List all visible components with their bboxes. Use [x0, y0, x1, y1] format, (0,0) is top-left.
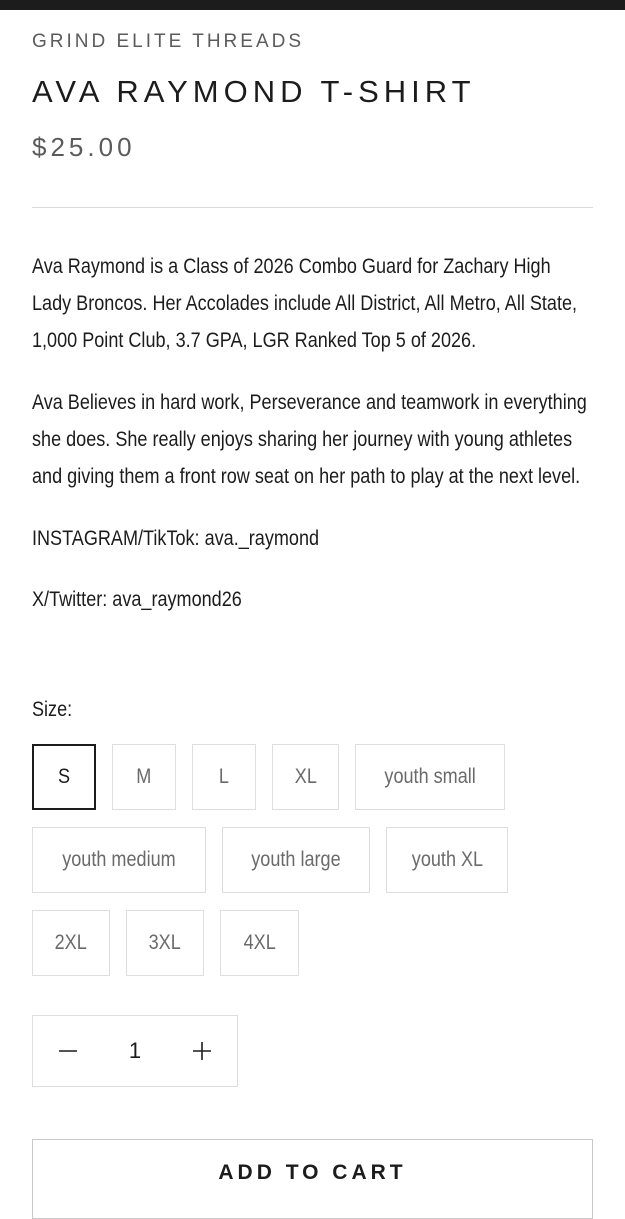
size-option-youth-medium[interactable]: youth medium [32, 827, 206, 893]
size-option-m[interactable]: M [112, 744, 176, 810]
product-description [32, 248, 593, 642]
product-title: AVA RAYMOND T-SHIRT [32, 74, 476, 109]
size-option-2xl[interactable]: 2XL [32, 910, 110, 976]
quantity-decrease-button[interactable] [33, 1016, 103, 1086]
product-price: $25.00 [32, 132, 136, 162]
size-option-youth-large[interactable]: youth large [222, 827, 370, 893]
divider [32, 207, 593, 208]
size-option-l[interactable]: L [192, 744, 256, 810]
size-option-4xl[interactable]: 4XL [220, 910, 299, 976]
size-option-xl[interactable]: XL [272, 744, 339, 810]
size-label: Size: [32, 698, 73, 721]
description-paragraph: Ava Believes in hard work, Perseverance and teamwork in everything she does. She really enjoys sharing her journey with young athletes and giving them a front row seat on her path to play at the next level. [32, 391, 587, 488]
minus-icon [58, 1041, 78, 1061]
top-bar [0, 0, 625, 10]
size-option-s[interactable]: S [32, 744, 96, 810]
quantity-increase-button[interactable] [167, 1016, 237, 1086]
twitter-handle: X/Twitter: ava_raymond26 [32, 588, 242, 611]
quantity-stepper [32, 1015, 238, 1087]
size-option-youth-small[interactable]: youth small [355, 744, 505, 810]
size-option-3xl[interactable]: 3XL [126, 910, 204, 976]
plus-icon [192, 1041, 212, 1061]
size-option-youth-xl[interactable]: youth XL [386, 827, 508, 893]
instagram-handle: INSTAGRAM/TikTok: ava._raymond [32, 527, 320, 550]
quantity-input[interactable]: 1 [128, 1038, 142, 1063]
description-paragraph: Ava Raymond is a Class of 2026 Combo Guard for Zachary High Lady Broncos. Her Accolades include All District, All Metro, All State, 1,000 Point Club, 3.7 GPA, LGR Ranked Top 5 of 2026. [32, 255, 578, 352]
product-vendor[interactable]: GRIND ELITE THREADS [32, 31, 305, 52]
add-to-cart-button[interactable]: ADD TO CART [32, 1139, 593, 1219]
